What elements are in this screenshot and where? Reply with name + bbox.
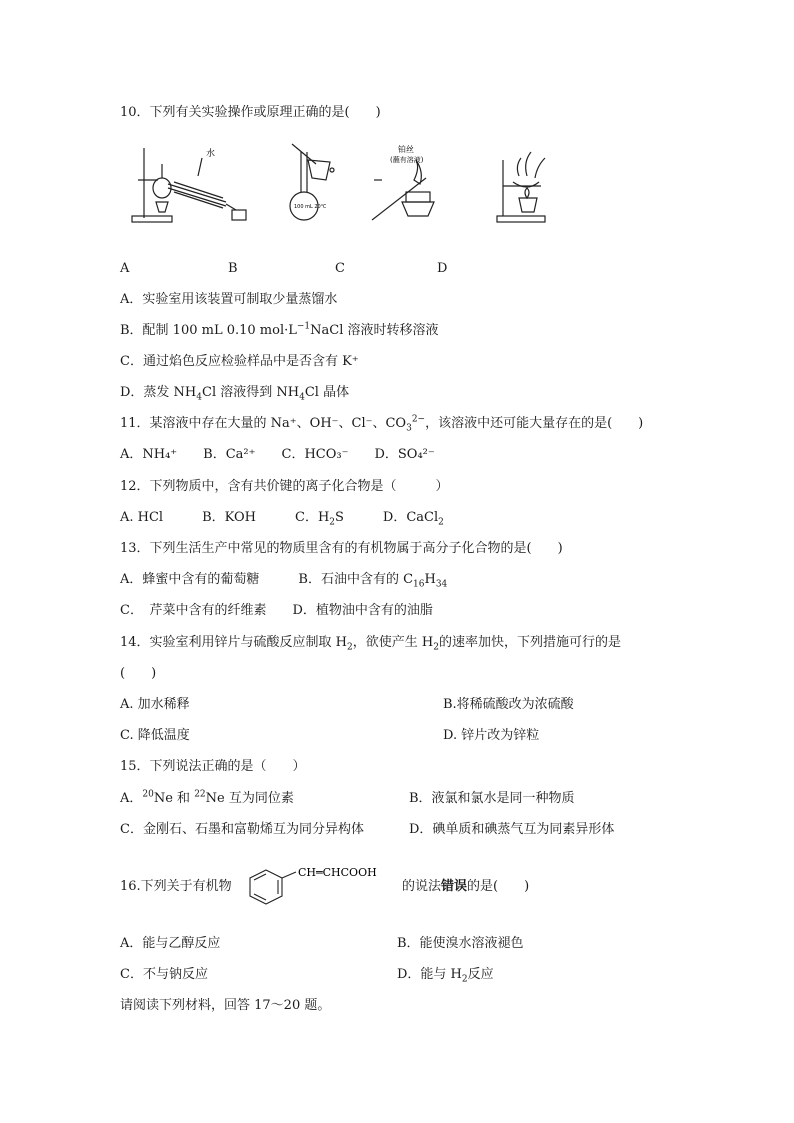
fig-label-a: A	[120, 261, 130, 276]
flame-test-figure	[368, 140, 468, 230]
q16-option-a: A．能与乙醇反应	[120, 936, 221, 951]
q16-stem-pre: 16.下列关于有机物	[120, 879, 232, 894]
q12-stem: 12．下列物质中，含有共价键的离子化合物是（ ）	[120, 479, 449, 494]
q14-option-d: D. 锌片改为锌粒	[443, 728, 540, 743]
volumetric-flask-figure	[286, 140, 356, 230]
evaporation-figure	[493, 140, 573, 230]
q14-paren: ( )	[120, 666, 157, 681]
fig-label-b: B	[228, 261, 238, 276]
q10-option-d: D．蒸发 $NH_4Cl$ 溶液得到 $NH_4Cl$ 晶体	[120, 385, 350, 403]
q11-stem: 11．某溶液中存在大量的 Na⁺、OH⁻、Cl⁻、$CO_3^{2-}$，该溶液中还可能大量存在的是( )	[120, 414, 644, 434]
q16-stem-post: 的说法错误的是( )	[402, 879, 530, 894]
q13-stem: 13．下列生活生产中常见的物质里含有的有机物属于高分子化合物的是( )	[120, 541, 563, 556]
q15-option-c: C．金刚石、石墨和富勒烯互为同分异构体	[120, 822, 364, 837]
fig-label-c: C	[335, 261, 345, 276]
cinnamic-acid-structure	[246, 866, 396, 908]
fig-a-water-label: 水	[206, 149, 216, 159]
q10-option-b: B．配制 100 mL 0.10 $mol\cdot L^{-1}NaCl$ 溶液时转移溶液	[120, 321, 439, 338]
q10-option-a: A．实验室用该装置可制取少量蒸馏水	[120, 292, 338, 307]
q16-option-c: C．不与钠反应	[120, 967, 208, 982]
q10-stem: 10．下列有关实验操作或原理正确的是( )	[120, 105, 381, 120]
reading-note: 请阅读下列材料，回答 17～20 题。	[120, 998, 331, 1013]
q15-option-b: B．液氯和氯水是同一种物质	[409, 791, 575, 806]
q11-options: A．NH₄⁺ B．Ca²⁺ C．HCO₃⁻ D．SO₄²⁻	[120, 447, 435, 462]
distillation-apparatus-figure	[128, 140, 268, 230]
fig-label-d: D	[437, 261, 448, 276]
q14-stem: 14．实验室利用锌片与硫酸反应制取 $H_2$，欲使产生 $H_2$的速率加快，下列措施可行的是	[120, 635, 621, 653]
q12-options: A. HCl B．KOH C．$H_2S$ D．CaCl$_2$	[120, 510, 444, 528]
q16-option-b: B．能使溴水溶液褪色	[397, 936, 524, 951]
q14-option-b: B.将稀硫酸改为浓硫酸	[443, 697, 574, 712]
q14-option-a: A. 加水稀释	[120, 697, 190, 712]
q16-formula: CH═CHCOOH	[298, 866, 377, 879]
q10-option-c: C．通过焰色反应检验样品中是否含有 K⁺	[120, 354, 359, 369]
fig-c-wire-label: 铂丝	[398, 145, 414, 154]
q15-option-d: D．碘单质和碘蒸气互为同素异形体	[409, 822, 615, 837]
q10-figures	[128, 140, 588, 230]
q16-option-d: D．能与 $H_2$反应	[397, 967, 494, 985]
fig-c-wire-label2: (蘸有溶液)	[390, 156, 424, 164]
q14-option-c: C. 降低温度	[120, 728, 190, 743]
q15-option-a: A．$^{20}$Ne 和 $^{22}$Ne 互为同位素	[120, 789, 294, 806]
q13-options-cd: C． 芹菜中含有的纤维素 D．植物油中含有的油脂	[120, 603, 433, 618]
q15-stem: 15．下列说法正确的是（ ）	[120, 759, 306, 774]
q13-options-ab: A．蜂蜜中含有的葡萄糖 B．石油中含有的 $C_{16}H_{34}$	[120, 572, 448, 590]
fig-b-flask-label: 100 mL 20℃	[294, 204, 327, 210]
